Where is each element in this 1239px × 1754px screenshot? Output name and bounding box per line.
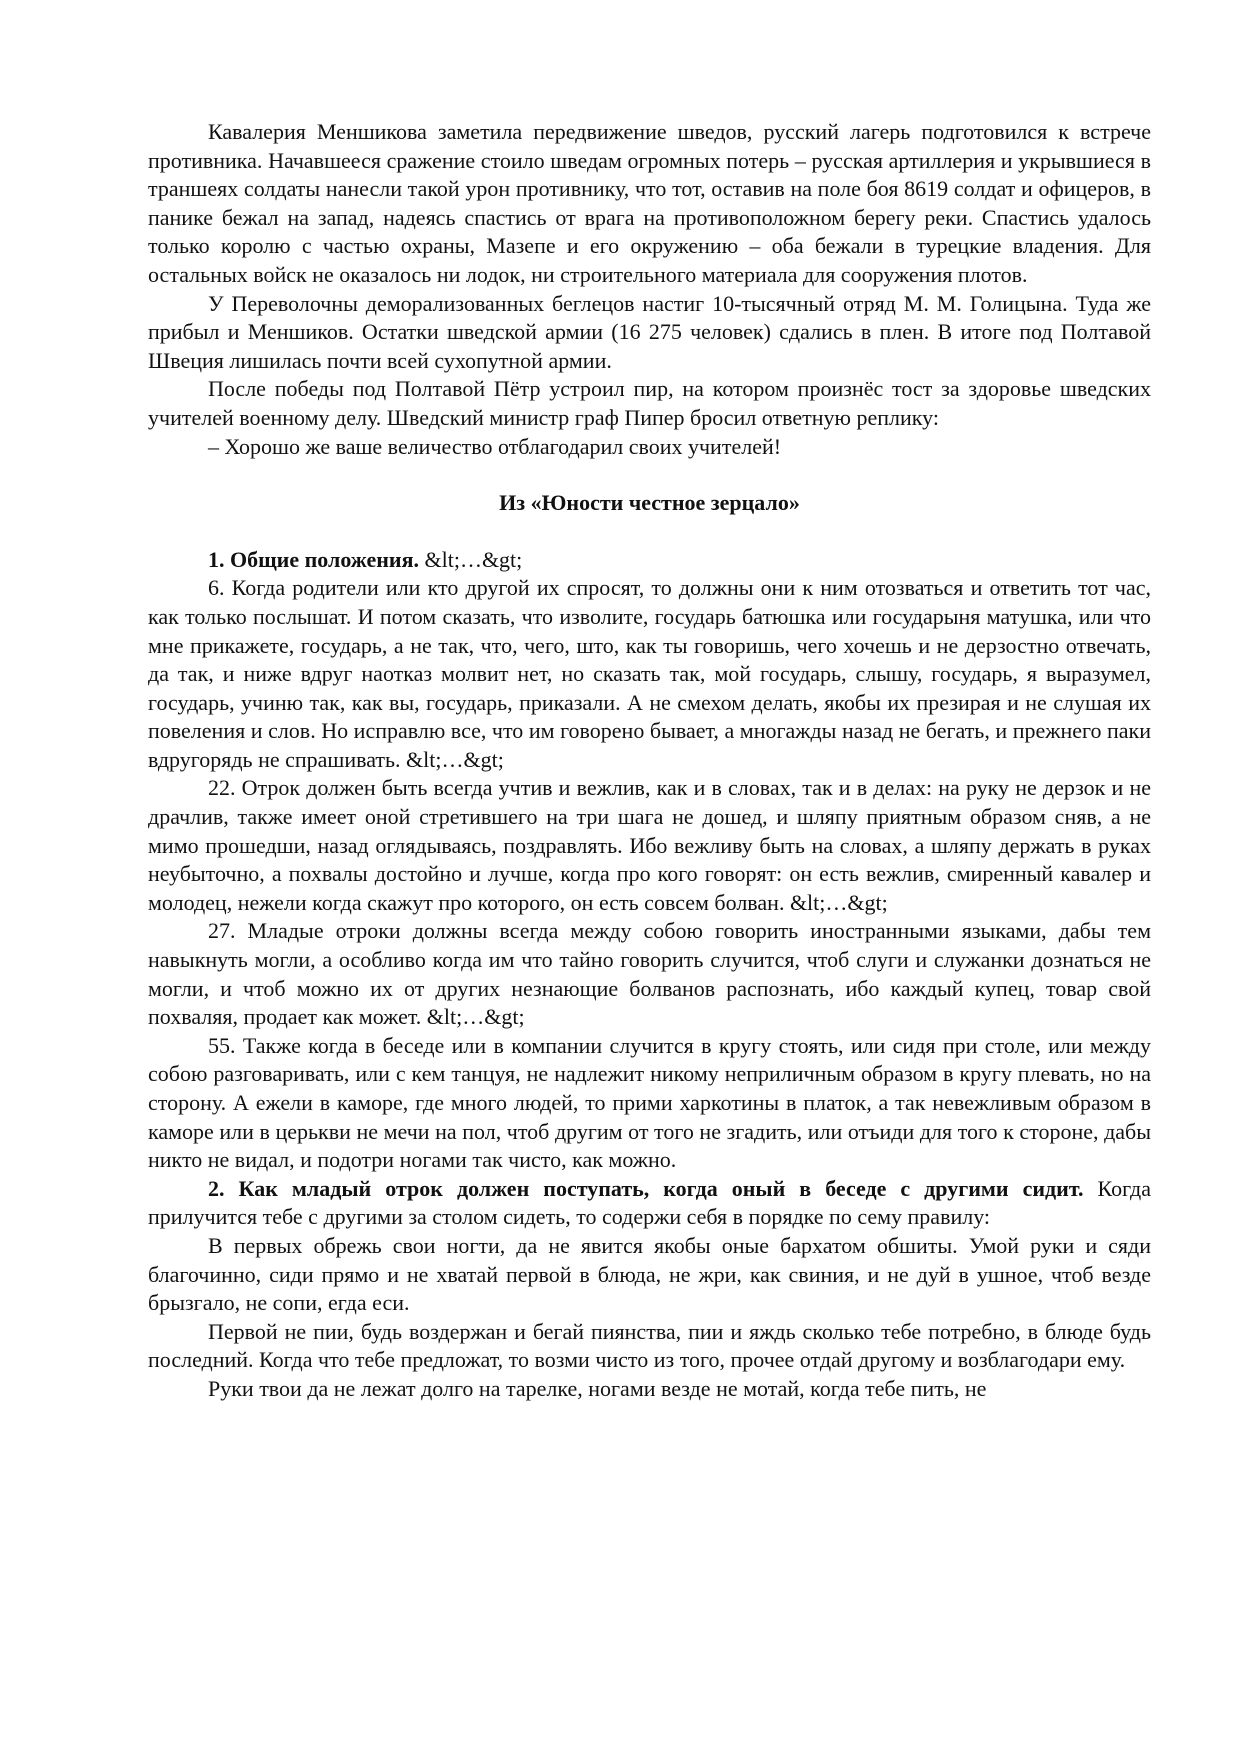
section1-title-suffix: &lt;…&gt; xyxy=(419,546,523,572)
paragraph-piper-reply: – Хорошо же ваше величество отблагодарил своих учителей! xyxy=(208,433,782,459)
paragraph-hands: Руки твои да не лежат долго на тарелке, ногами везде не мотай, когда тебе пить, не xyxy=(208,1375,987,1401)
paragraph-rule-55: 55. Также когда в беседе или в компании случится в кругу стоять, или сидя при столе, или между собою разговаривать, или с кем танцуя, не надлежит никому неприличным образом в кругу плевать, но на сторону. А ежели в каморе, где много людей, то прими харкотины в платок, а так невежливым образом в каморе или в церькви не мечи на пол, чтоб другим от того не згадить, или отъиди для того к стороне, дабы никто не видал, и подотри ногами так чисто, как можно. xyxy=(148,1032,1151,1173)
paragraph-feast: После победы под Полтавой Пётр устроил пир, на котором произнёс тост за здоровье шведских учителей военному делу. Шведский министр граф Пипер бросил ответную реплику: xyxy=(148,376,1151,430)
section1-title: 1. Общие положения. xyxy=(208,546,419,572)
section2-paragraph xyxy=(148,1175,1151,1232)
document-page xyxy=(148,118,1151,1404)
paragraph-drinking: Первой не пии, будь воздержан и бегай пиянства, пии и яждь сколько тебе потребно, в блюде будь последний. Когда что тебе предложат, то возми чисто из того, прочее отдай другому и возблагодари ему. xyxy=(148,1318,1151,1373)
paragraph-nails: В первых обрежь свои ногти, да не явится якобы оные бархатом обшиты. Умой руки и сяди благочинно, сиди прямо и не хватай первой в блюда, не жри, как свиния, и не дуй в ушное, чтоб везде брызгало, не сопи, егда еси. xyxy=(148,1232,1151,1316)
paragraph-rule-6: 6. Когда родители или кто другой их спросят, то должны они к ним отозваться и ответить тот час, как только послышат. И потом сказать, что изволите, государь батюшка или государыня матушка, или что мне прикажете, государь, а не так, что, чего, што, как ты говоришь, чего хочешь и не дерзостно отвечать, да так, и ниже вдруг наотказ молвит нет, но сказать так, мой государь, слышу, государь, я выразумел, государь, учиню так, как вы, государь, приказали. А не смехом делать, якобы их презирая и не слушая их повеления и слов. Но исправлю все, что им говорено бывает, а многажды назад не бегать, и прежнего паки вдругорядь не спрашивать. &lt;…&gt; xyxy=(148,575,1151,772)
section2-text: Когда прилучится тебе с другими за столом сидеть, то содержи себя в порядке по сему правилу: xyxy=(148,1175,1151,1230)
paragraph-poltava-battle: Кавалерия Меншикова заметила передвижение шведов, русский лагерь подготовился к встрече противника. Начавшееся сражение стоило шведам огромных потерь – русская артиллерия и укрывшиеся в траншеях солдаты нанесли такой урон противнику, что тот, оставив на поле боя 8619 солдат и офицеров, в панике бежал на запад, надеясь спастись от врага на противоположном берегу реки. Спастись удалось только королю с частью охраны, Мазепе и его окружению – оба бежали в турецкие владения. Для остальных войск не оказалось ни лодок, ни строительного материала для сооружения плотов. xyxy=(148,119,1151,287)
paragraph-rule-22: 22. Отрок должен быть всегда учтив и вежлив, как и в словах, так и в делах: на руку не дерзок и не драчлив, также имеет оной стретившего на три шага не дошед, и шляпу приятным образом сняв, а не мимо прошедши, назад оглядываясь, поздравлять. Ибо вежливу быть на словах, а шляпу держать в руках неубыточно, а похвалы достойно и лучше, когда про кого говорят: он есть вежлив, смиренный кавалер и молодец, нежели когда скажут про которого, он есть совсем болван. &lt;…&gt; xyxy=(148,775,1151,915)
paragraph-perevolochna: У Переволочны деморализованных беглецов настиг 10-тысячный отряд М. М. Голицына. Туда же прибыл и Меншиков. Остатки шведской армии (16 275 человек) сдались в плен. В итоге под Полтавой Швеция лишилась почти всей сухопутной армии. xyxy=(148,290,1151,373)
section2-title: 2. Как младый отрок должен поступать, когда оный в беседе с другими сидит. xyxy=(208,1175,1084,1201)
paragraph-rule-27: 27. Младые отроки должны всегда между собою говорить иностранными языками, дабы тем навыкнуть могли, а особливо когда им что тайно говорить случится, чтоб слуги и служанки дознаться не могли, и чтоб можно их от других незнающие болванов распознать, ибо каждый купец, товар свой похваляя, продает как может. &lt;…&gt; xyxy=(148,918,1151,1030)
section1-heading-line xyxy=(148,546,1151,575)
section-heading: Из «Юности честное зерцало» xyxy=(499,490,800,516)
